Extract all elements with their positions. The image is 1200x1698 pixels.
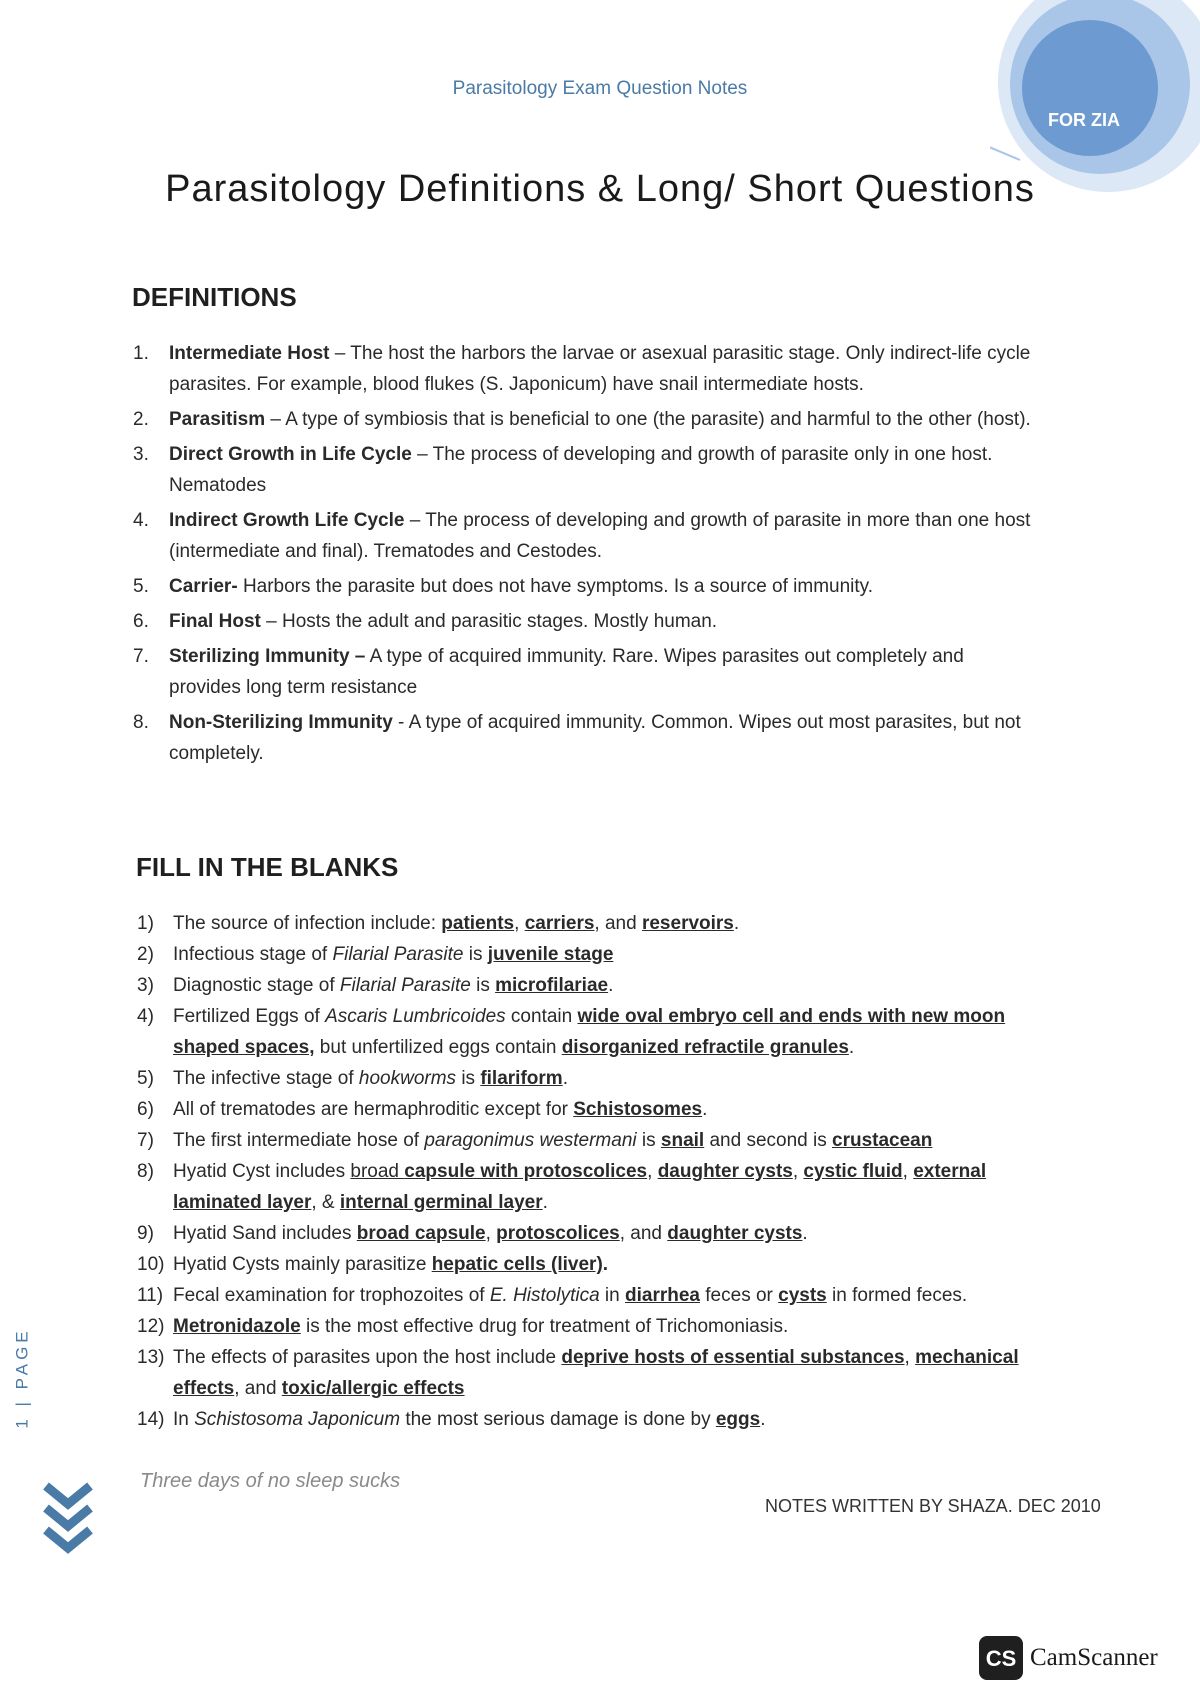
definition-item [133, 404, 1038, 435]
fill-blank-segment: , [647, 1161, 658, 1182]
fill-blank-answer: broad capsule [356, 1223, 486, 1244]
fill-blank-segment: . [702, 1099, 708, 1120]
fill-blank-segment: Diagnostic stage of [173, 975, 340, 996]
definition-term: Carrier- [169, 576, 238, 597]
fill-blank-number: 6) [137, 1099, 154, 1120]
fill-blank-segment: . [608, 975, 614, 996]
fill-blank-segment: Fecal examination for trophozoites of [173, 1285, 490, 1306]
fill-blank-answer: juvenile stage [487, 944, 614, 965]
fill-blank-segment: is the most effective drug for treatment of Trichomoniasis. [300, 1316, 789, 1337]
chevron-down-icon [40, 1480, 96, 1556]
definition-number: 6. [133, 611, 149, 632]
definition-text: A type of symbiosis that is beneficial to one (the parasite) and harmful to the other (host). [285, 409, 1031, 430]
fill-blank-answer: crustacean [832, 1130, 933, 1151]
fill-blank-answer: microfilariae [495, 975, 609, 996]
fill-blank-segment: , [902, 1161, 914, 1182]
fill-blank-answer: daughter cysts [657, 1161, 793, 1182]
footer-author: NOTES WRITTEN BY SHAZA. DEC 2010 [765, 1496, 1101, 1516]
fill-blank-item [137, 970, 1042, 1001]
fill-blank-segment: Hyatid Cysts mainly parasitize [173, 1254, 432, 1275]
definition-term: Non-Sterilizing Immunity [169, 712, 393, 733]
fill-blank-segment: The infective stage of [173, 1068, 359, 1089]
fill-blank-segment: , and [234, 1378, 282, 1399]
definition-body [169, 707, 1038, 769]
fill-blank-number: 7) [137, 1130, 154, 1151]
fill-blank-text [173, 1125, 1042, 1156]
fill-blank-text [173, 908, 1042, 939]
fill-blank-item [137, 1156, 1042, 1218]
fill-blank-segment: is [636, 1130, 661, 1151]
fill-blank-answer: carriers [524, 913, 595, 934]
definition-body [169, 641, 1038, 703]
definition-body [169, 338, 1038, 400]
definition-number: 5. [133, 576, 149, 597]
fill-blank-italic: Filarial Parasite [332, 944, 464, 965]
fill-blank-item [137, 1125, 1042, 1156]
fill-blank-segment: and second is [704, 1130, 833, 1151]
fill-blank-number: 4) [137, 1006, 154, 1027]
fill-blank-segment: . [802, 1223, 808, 1244]
camscanner-label: CamScanner [1030, 1644, 1158, 1671]
definition-text: The process of developing and growth of parasite only in one host. Nematodes [169, 444, 993, 496]
fill-blank-answer: disorganized refractile granules [561, 1037, 849, 1058]
fill-blank-item [137, 939, 1042, 970]
fill-blank-italic: Schistosoma Japonicum [194, 1409, 401, 1430]
fill-blank-text [173, 970, 1042, 1001]
fill-blank-segment: In [173, 1409, 195, 1430]
fill-blank-segment: is [456, 1068, 481, 1089]
fill-blank-segment: Fertilized Eggs of [173, 1006, 326, 1027]
camscanner-logo-icon [978, 1635, 1024, 1681]
definition-term: Parasitism [169, 409, 266, 430]
fill-blank-answer: capsule with protoscolices [404, 1161, 648, 1182]
fill-blank-answer: wide oval embryo cell and ends with new moon shaped spaces, [173, 1006, 1006, 1058]
definition-text: The process of developing and growth of parasite in more than one host (intermediate and final). Trematodes and Cestodes. [169, 510, 1031, 562]
definition-item [133, 439, 1038, 501]
fill-blank-answer: protoscolices [496, 1223, 620, 1244]
fill-blank-segment: The source of infection include: [173, 913, 442, 934]
definition-item [133, 505, 1038, 567]
fill-blank-segment: . [760, 1409, 766, 1430]
fill-blank-item [137, 908, 1042, 939]
fill-blank-text [173, 1063, 1042, 1094]
fill-blank-number: 5) [137, 1068, 154, 1089]
fill-blank-item [137, 1342, 1042, 1404]
fill-blank-answer: snail [660, 1130, 705, 1151]
badge-label: FOR ZIA [1048, 110, 1120, 130]
fill-blank-segment: the most serious damage is done by [400, 1409, 716, 1430]
footer-note: Three days of no sleep sucks [140, 1470, 401, 1492]
definition-item [133, 606, 1038, 637]
fill-blank-answer: daughter cysts [667, 1223, 803, 1244]
definition-text: Harbors the parasite but does not have symptoms. Is a source of immunity. [242, 576, 874, 597]
fill-blank-segment: . [848, 1037, 855, 1058]
fill-blank-segment: . [562, 1068, 568, 1089]
fill-blank-italic: E. Histolytica [489, 1285, 600, 1306]
definition-body [169, 439, 1038, 501]
definition-term: Sterilizing Immunity – [169, 646, 366, 667]
fill-blank-segment: is [470, 975, 496, 996]
fill-blank-text [173, 1404, 1042, 1435]
definition-number: 7. [133, 646, 149, 667]
fill-blank-number: 13) [137, 1347, 165, 1368]
fill-blank-answer: reservoirs [641, 913, 734, 934]
fill-blank-item [137, 1094, 1042, 1125]
fill-blank-answer: deprive hosts of essential substances [561, 1347, 905, 1368]
fill-blanks-list [137, 908, 1042, 1435]
definition-term: Final Host [169, 611, 261, 632]
fill-blank-number: 12) [137, 1316, 165, 1337]
fill-blank-item [137, 1311, 1042, 1342]
definition-separator: – [411, 444, 433, 465]
definition-item [133, 338, 1038, 400]
fill-blank-text [173, 1001, 1042, 1063]
definition-text: A type of acquired immunity. Common. Wipes out most parasites, but not completely. [169, 712, 1021, 764]
fill-blank-segment: Infectious stage of [173, 944, 333, 965]
running-header: Parasitology Exam Question Notes [452, 78, 748, 99]
fill-blank-segment: , [904, 1347, 916, 1368]
definition-body [169, 606, 1038, 637]
fill-blank-item [137, 1063, 1042, 1094]
fill-blank-segment: , [485, 1223, 497, 1244]
definition-term: Indirect Growth Life Cycle [169, 510, 405, 531]
fill-blank-text [173, 1156, 1042, 1218]
fill-blank-answer: cysts [778, 1285, 827, 1306]
fill-blank-text [173, 1280, 1042, 1311]
fill-blank-segment: is [463, 944, 488, 965]
fill-blank-segment: in formed feces. [826, 1285, 968, 1306]
fill-blank-bold: . [602, 1254, 609, 1275]
fill-blank-segment: feces or [700, 1285, 779, 1306]
fill-blank-segment: All of trematodes are hermaphroditic except for [173, 1099, 574, 1120]
fill-blank-text [173, 1311, 1042, 1342]
fill-blank-segment: contain [505, 1006, 578, 1027]
fill-blank-text [173, 1094, 1042, 1125]
definition-item [133, 707, 1038, 769]
fill-blank-item [137, 1218, 1042, 1249]
fill-blank-answer: mechanical effects [173, 1347, 1019, 1399]
fill-blank-text [173, 939, 1042, 970]
fill-blank-number: 11) [137, 1285, 164, 1306]
definition-number: 4. [133, 510, 149, 531]
definition-term: Intermediate Host [169, 343, 330, 364]
definitions-heading: DEFINITIONS [132, 282, 297, 312]
definition-separator: – [329, 343, 351, 364]
definition-term: Direct Growth in Life Cycle [169, 444, 412, 465]
definition-text: The host the harbors the larvae or asexual parasitic stage. Only indirect-life cycle parasites. For example, blood flukes (S. Japonicum) have snail intermediate hosts. [169, 343, 1031, 395]
fill-blank-segment: , [792, 1161, 804, 1182]
fill-blank-segment: The first intermediate hose of [173, 1130, 425, 1151]
fill-blank-segment: in [599, 1285, 626, 1306]
definition-text: Hosts the adult and parasitic stages. Mostly human. [281, 611, 718, 632]
fill-blank-italic: Ascaris Lumbricoides [325, 1006, 506, 1027]
page-number-tag: 1 | PAGE [12, 1327, 32, 1429]
fill-blank-number: 9) [137, 1223, 154, 1244]
fill-blank-segment: , & [311, 1192, 340, 1213]
definition-separator: – [265, 409, 286, 430]
definition-text: A type of acquired immunity. Rare. Wipes parasites out completely and provides long term resistance [169, 646, 964, 698]
definition-number: 3. [133, 444, 149, 465]
definition-item [133, 571, 1038, 602]
fill-blank-text [173, 1342, 1042, 1404]
fill-blank-item [137, 1249, 1042, 1280]
fill-blank-answer: Metronidazole [173, 1316, 301, 1337]
fill-blank-number: 8) [137, 1161, 154, 1182]
fill-blanks-heading: FILL IN THE BLANKS [136, 852, 399, 882]
definition-body [169, 571, 1038, 602]
definition-separator: - [392, 712, 409, 733]
fill-blank-answer: external laminated layer [173, 1161, 987, 1213]
fill-blank-segment: , and [594, 913, 642, 934]
fill-blank-answer: cystic fluid [803, 1161, 903, 1182]
fill-blank-number: 2) [137, 944, 154, 965]
page-title: Parasitology Definitions & Long/ Short Questions [165, 168, 1035, 210]
fill-blank-underlined: broad [350, 1161, 405, 1182]
fill-blank-answer: diarrhea [625, 1285, 700, 1306]
fill-blank-number: 3) [137, 975, 154, 996]
fill-blank-item [137, 1280, 1042, 1311]
fill-blank-answer: toxic/allergic effects [281, 1378, 465, 1399]
fill-blank-segment: The effects of parasites upon the host include [173, 1347, 562, 1368]
fill-blank-segment: Hyatid Cyst includes [173, 1161, 351, 1182]
fill-blank-text [173, 1218, 1042, 1249]
definition-separator: – [260, 611, 282, 632]
fill-blank-italic: paragonimus westermani [424, 1130, 637, 1151]
fill-blank-item [137, 1404, 1042, 1435]
definition-body [169, 505, 1038, 567]
fill-blank-italic: Filarial Parasite [339, 975, 471, 996]
fill-blank-segment: , [514, 913, 525, 934]
fill-blank-answer: eggs [715, 1409, 761, 1430]
fill-blank-answer: Schistosomes [573, 1099, 703, 1120]
definition-item [133, 641, 1038, 703]
fill-blank-number: 10) [137, 1254, 165, 1275]
fill-blank-text [173, 1249, 1042, 1280]
fill-blank-answer: hepatic cells (liver) [431, 1254, 603, 1275]
camscanner-logo-text: CS [985, 1646, 1017, 1671]
definition-number: 1. [133, 343, 149, 364]
fill-blank-item [137, 1001, 1042, 1063]
fill-blank-number: 1) [137, 913, 154, 934]
fill-blank-italic: hookworms [358, 1068, 457, 1089]
definition-body [169, 404, 1038, 435]
fill-blank-answer: patients [441, 913, 515, 934]
definition-separator: – [404, 510, 426, 531]
fill-blank-number: 14) [137, 1409, 165, 1430]
fill-blank-answer: filariform [480, 1068, 563, 1089]
fill-blank-segment: but unfertilized eggs contain [314, 1037, 562, 1058]
fill-blank-segment: . [733, 913, 740, 934]
fill-blank-segment: . [542, 1192, 548, 1213]
fill-blank-segment: Hyatid Sand includes [173, 1223, 357, 1244]
definition-number: 2. [133, 409, 149, 430]
fill-blank-answer: internal germinal layer [339, 1192, 543, 1213]
definitions-list [133, 338, 1038, 773]
definition-number: 8. [133, 712, 149, 733]
fill-blank-segment: , and [619, 1223, 668, 1244]
